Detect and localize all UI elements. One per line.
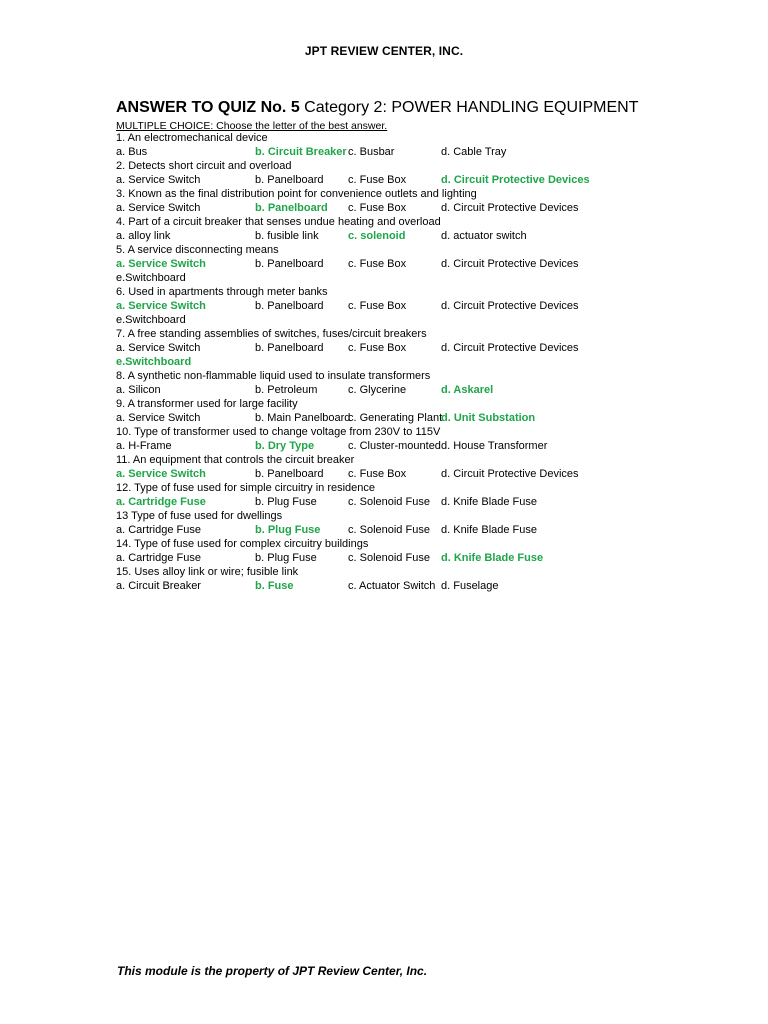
answer-options-row (116, 299, 676, 313)
answer-option: a. Circuit Breaker (116, 580, 201, 592)
answer-option: d. Fuselage (441, 580, 499, 592)
answer-option-correct: b. Panelboard (255, 202, 328, 214)
answer-option: d. Knife Blade Fuse (441, 524, 538, 536)
answer-option: b. Panelboard (255, 300, 324, 312)
question-text: 7. A free standing assemblies of switches, fuses/circuit breakers (116, 328, 427, 340)
answer-option-correct: d. Circuit Protective Devices (441, 174, 590, 186)
answer-option: d. Circuit Protective Devices (441, 202, 579, 214)
answer-option: b. Plug Fuse (255, 496, 317, 508)
answer-option: c. Solenoid Fuse (348, 496, 430, 508)
answer-option-correct: d. Knife Blade Fuse (441, 552, 544, 564)
answer-option: c. Fuse Box (348, 174, 407, 186)
answer-option: d. Cable Tray (441, 146, 507, 158)
answer-options-row (116, 551, 676, 565)
answer-option: d. Circuit Protective Devices (441, 300, 579, 312)
answer-option: d. Circuit Protective Devices (441, 468, 579, 480)
answer-option: a. H-Frame (116, 440, 172, 452)
question-text: 9. A transformer used for large facility (116, 398, 298, 410)
answer-option: a. Service Switch (116, 412, 201, 424)
answer-option: a. alloy link (116, 230, 171, 242)
answer-option: e.Switchboard (116, 272, 186, 284)
answer-option: c. Fuse Box (348, 300, 407, 312)
answer-option: e.Switchboard (116, 314, 186, 326)
answer-option: d. Knife Blade Fuse (441, 496, 538, 508)
answer-option-correct: a. Service Switch (116, 468, 206, 480)
answer-option: a. Bus (116, 146, 148, 158)
answer-option: d. House Transformer (441, 440, 548, 452)
question-text: 4. Part of a circuit breaker that senses undue heating and overload (116, 216, 441, 228)
answer-option: b. Panelboard (255, 174, 324, 186)
question-list (116, 131, 676, 593)
answer-option: d. Circuit Protective Devices (441, 258, 579, 270)
answer-option-correct: c. solenoid (348, 230, 406, 242)
answer-options-row (116, 201, 676, 215)
answer-options-row (116, 341, 676, 355)
answer-option: c. Fuse Box (348, 202, 407, 214)
answer-options-row (116, 439, 676, 453)
question-text: 10. Type of transformer used to change voltage from 230V to 115V (116, 426, 441, 438)
answer-option: a. Silicon (116, 384, 161, 396)
answer-option-correct: e.Switchboard (116, 356, 192, 368)
answer-option: a. Service Switch (116, 342, 201, 354)
question-text: 14. Type of fuse used for complex circuitry buildings (116, 538, 369, 550)
answer-options-row (116, 467, 676, 481)
answer-option: c. Fuse Box (348, 258, 407, 270)
answer-option-correct: a. Cartridge Fuse (116, 496, 206, 508)
answer-option: c. Actuator Switch (348, 580, 436, 592)
answer-option: d. actuator switch (441, 230, 527, 242)
question-text: 5. A service disconnecting means (116, 244, 279, 256)
answer-option: b. Panelboard (255, 468, 324, 480)
answer-option: b. Main Panelboard (255, 412, 351, 424)
answer-option-correct: b. Plug Fuse (255, 524, 321, 536)
answer-option: b. Panelboard (255, 258, 324, 270)
answer-options-row (116, 383, 676, 397)
question-text: 15. Uses alloy link or wire; fusible link (116, 566, 299, 578)
answer-option-correct: d. Unit Substation (441, 412, 536, 424)
answer-option: a. Cartridge Fuse (116, 552, 201, 564)
answer-option: c. Generating Plant (348, 412, 443, 424)
answer-option: a. Service Switch (116, 202, 201, 214)
question-text: 8. A synthetic non-flammable liquid used to insulate transformers (116, 370, 431, 382)
question-text: 1. An electromechanical device (116, 132, 268, 144)
document-footer: This module is the property of JPT Review Center, Inc. (117, 964, 428, 978)
document-header: JPT REVIEW CENTER, INC. (304, 44, 464, 58)
answer-option: b. fusible link (255, 230, 319, 242)
answer-option: a. Cartridge Fuse (116, 524, 201, 536)
answer-option: d. Circuit Protective Devices (441, 342, 579, 354)
answer-option: c. Fuse Box (348, 468, 407, 480)
answer-option-correct: a. Service Switch (116, 300, 206, 312)
answer-options-row (116, 145, 676, 159)
answer-option: c. Solenoid Fuse (348, 524, 430, 536)
answer-option: b. Petroleum (255, 384, 318, 396)
question-text: 3. Known as the final distribution point for convenience outlets and lighting (116, 188, 477, 200)
answer-options-row (116, 229, 676, 243)
instruction-text: MULTIPLE CHOICE: Choose the letter of the best answer. (116, 120, 388, 132)
question-text: 12. Type of fuse used for simple circuitry in residence (116, 482, 376, 494)
answer-option-correct: a. Service Switch (116, 258, 206, 270)
quiz-category: Category 2: POWER HANDLING EQUIPMENT (304, 99, 639, 116)
answer-option: c. Glycerine (348, 384, 407, 396)
question-text: 13 Type of fuse used for dwellings (116, 510, 283, 522)
question-text: 2. Detects short circuit and overload (116, 160, 292, 172)
quiz-number: ANSWER TO QUIZ No. 5 (116, 99, 300, 116)
answer-option-correct: b. Circuit Breaker (255, 146, 347, 158)
answer-options-row (116, 495, 676, 509)
answer-option: b. Plug Fuse (255, 552, 317, 564)
question-text: 6. Used in apartments through meter banks (116, 286, 328, 298)
answer-options-row (116, 579, 676, 593)
answer-option: a. Service Switch (116, 174, 201, 186)
answer-option-correct: b. Fuse (255, 580, 294, 592)
answer-option-correct: d. Askarel (441, 384, 494, 396)
quiz-title (116, 99, 638, 117)
answer-option: c. Fuse Box (348, 342, 407, 354)
answer-options-row (116, 411, 676, 425)
answer-option: c. Busbar (348, 146, 395, 158)
answer-options-row (116, 523, 676, 537)
answer-option-correct: b. Dry Type (255, 440, 315, 452)
question-text: 11. An equipment that controls the circuit breaker (116, 454, 355, 466)
answer-option: b. Panelboard (255, 342, 324, 354)
answer-options-row (116, 173, 676, 187)
answer-option: c. Cluster-mounted (348, 440, 441, 452)
answer-option: c. Solenoid Fuse (348, 552, 430, 564)
answer-options-row (116, 257, 676, 271)
